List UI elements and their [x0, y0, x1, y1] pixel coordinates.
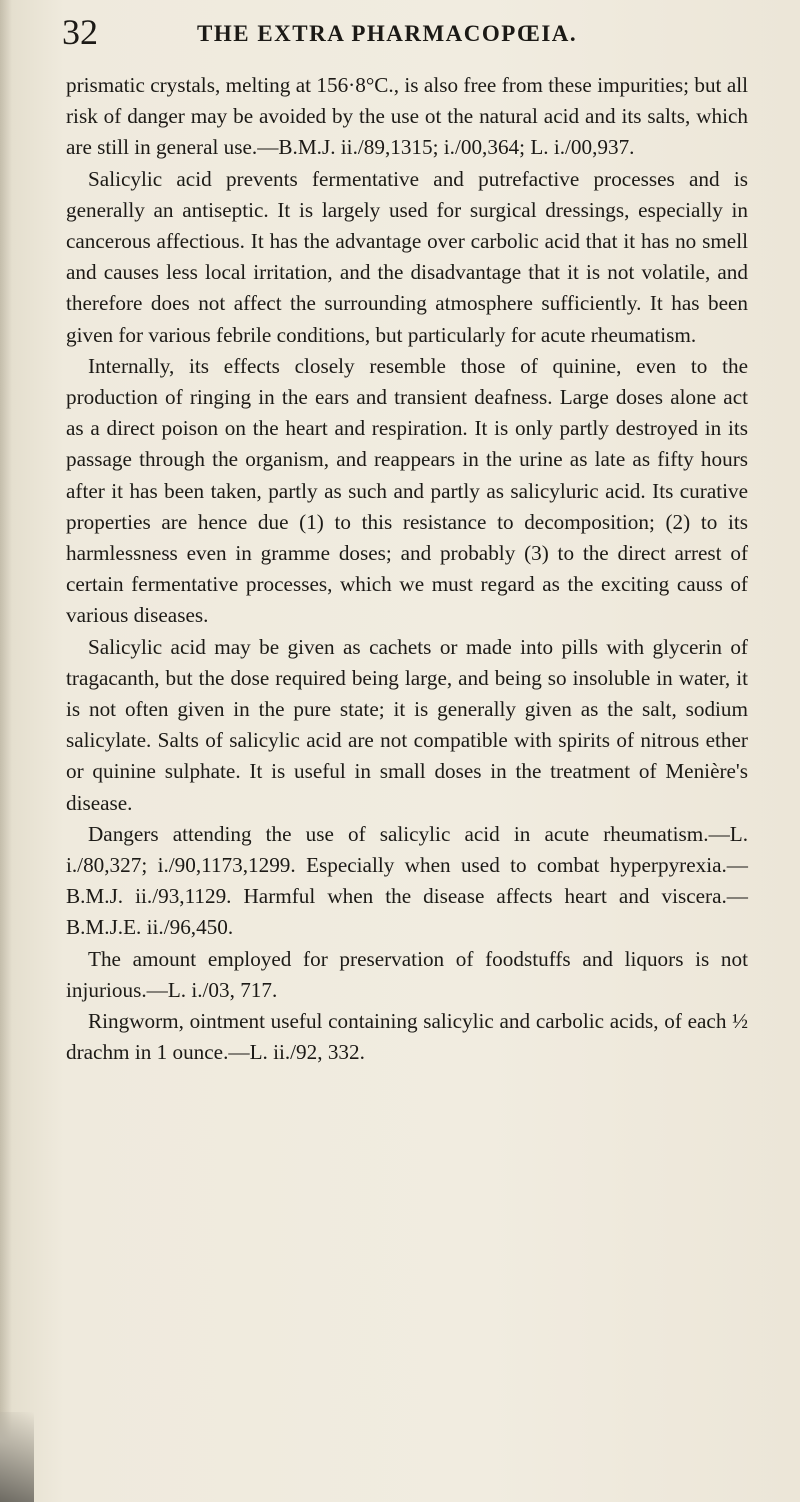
page-header — [62, 12, 762, 52]
paragraph-continuation: prismatic crystals, melting at 156·8°C., is also free from these impurities; but all risk of danger may be avoided by the use ot the natural acid and its salts, which are still in general use.—B.M.J. ii./89,1315; i./00,364; L. i./00,937. — [66, 73, 748, 160]
paragraph-internal-effects: Internally, its effects closely resemble those of quinine, even to the production of ringing in the ears and transient deafness. Large doses alone act as a direct poison on the heart and respiration. It is only partly destroyed in its passage through the organism, and reappears in the urine as late as fifty hours after it has been taken, partly as such and partly as salicyluric acid. Its curative properties are hence due (1) to this resistance to decomposition; (2) to its harmlessness even in gramme doses; and probably (3) to the direct arrest of certain fermentative processes, which we must regard as the exciting causs of various diseases. — [66, 353, 748, 628]
page-corner-shadow — [0, 1412, 34, 1502]
running-head: THE EXTRA PHARMACOPŒIA. — [197, 21, 578, 46]
page-number: 32 — [62, 12, 98, 52]
paragraph-preservation: The amount employed for preservation of foodstuffs and liquors is not injurious.—L. i./03, 717. — [66, 946, 748, 1002]
paragraph-dangers: Dangers attending the use of salicylic acid in acute rheumatism.—L. i./80,327; i./90,1173,1299. Especially when used to combat hyperpyrexia.—B.M.J. ii./93,1129. Harmful when the disease affects heart and viscera.—B.M.J.E. ii./96,450. — [66, 821, 748, 940]
page-gutter-shadow — [0, 0, 12, 1502]
body-text — [66, 70, 748, 1069]
paragraph-ringworm: Ringworm, ointment useful containing salicylic and carbolic acids, of each ½ drachm in 1 ounce.—L. ii./92, 332. — [66, 1009, 748, 1065]
paragraph-antiseptic: Salicylic acid prevents fermentative and putrefactive processes and is generally an antiseptic. It is largely used for surgical dressings, especially in cancerous affectious. It has the advantage over carbolic acid that it has no smell and causes less local irritation, and the disadvantage that it is not volatile, and therefore does not affect the surrounding atmosphere sufficiently. It has been given for various febrile conditions, but particularly for acute rheumatism. — [66, 166, 748, 347]
paragraph-administration: Salicylic acid may be given as cachets or made into pills with glycerin of tragacanth, but the dose required being large, and being so insoluble in water, it is not often given in the pure state; it is generally given as the salt, sodium salicylate. Salts of salicylic acid are not compatible with spirits of nitrous ether or quinine sulphate. It is useful in small doses in the treatment of Menière's disease. — [66, 634, 748, 815]
